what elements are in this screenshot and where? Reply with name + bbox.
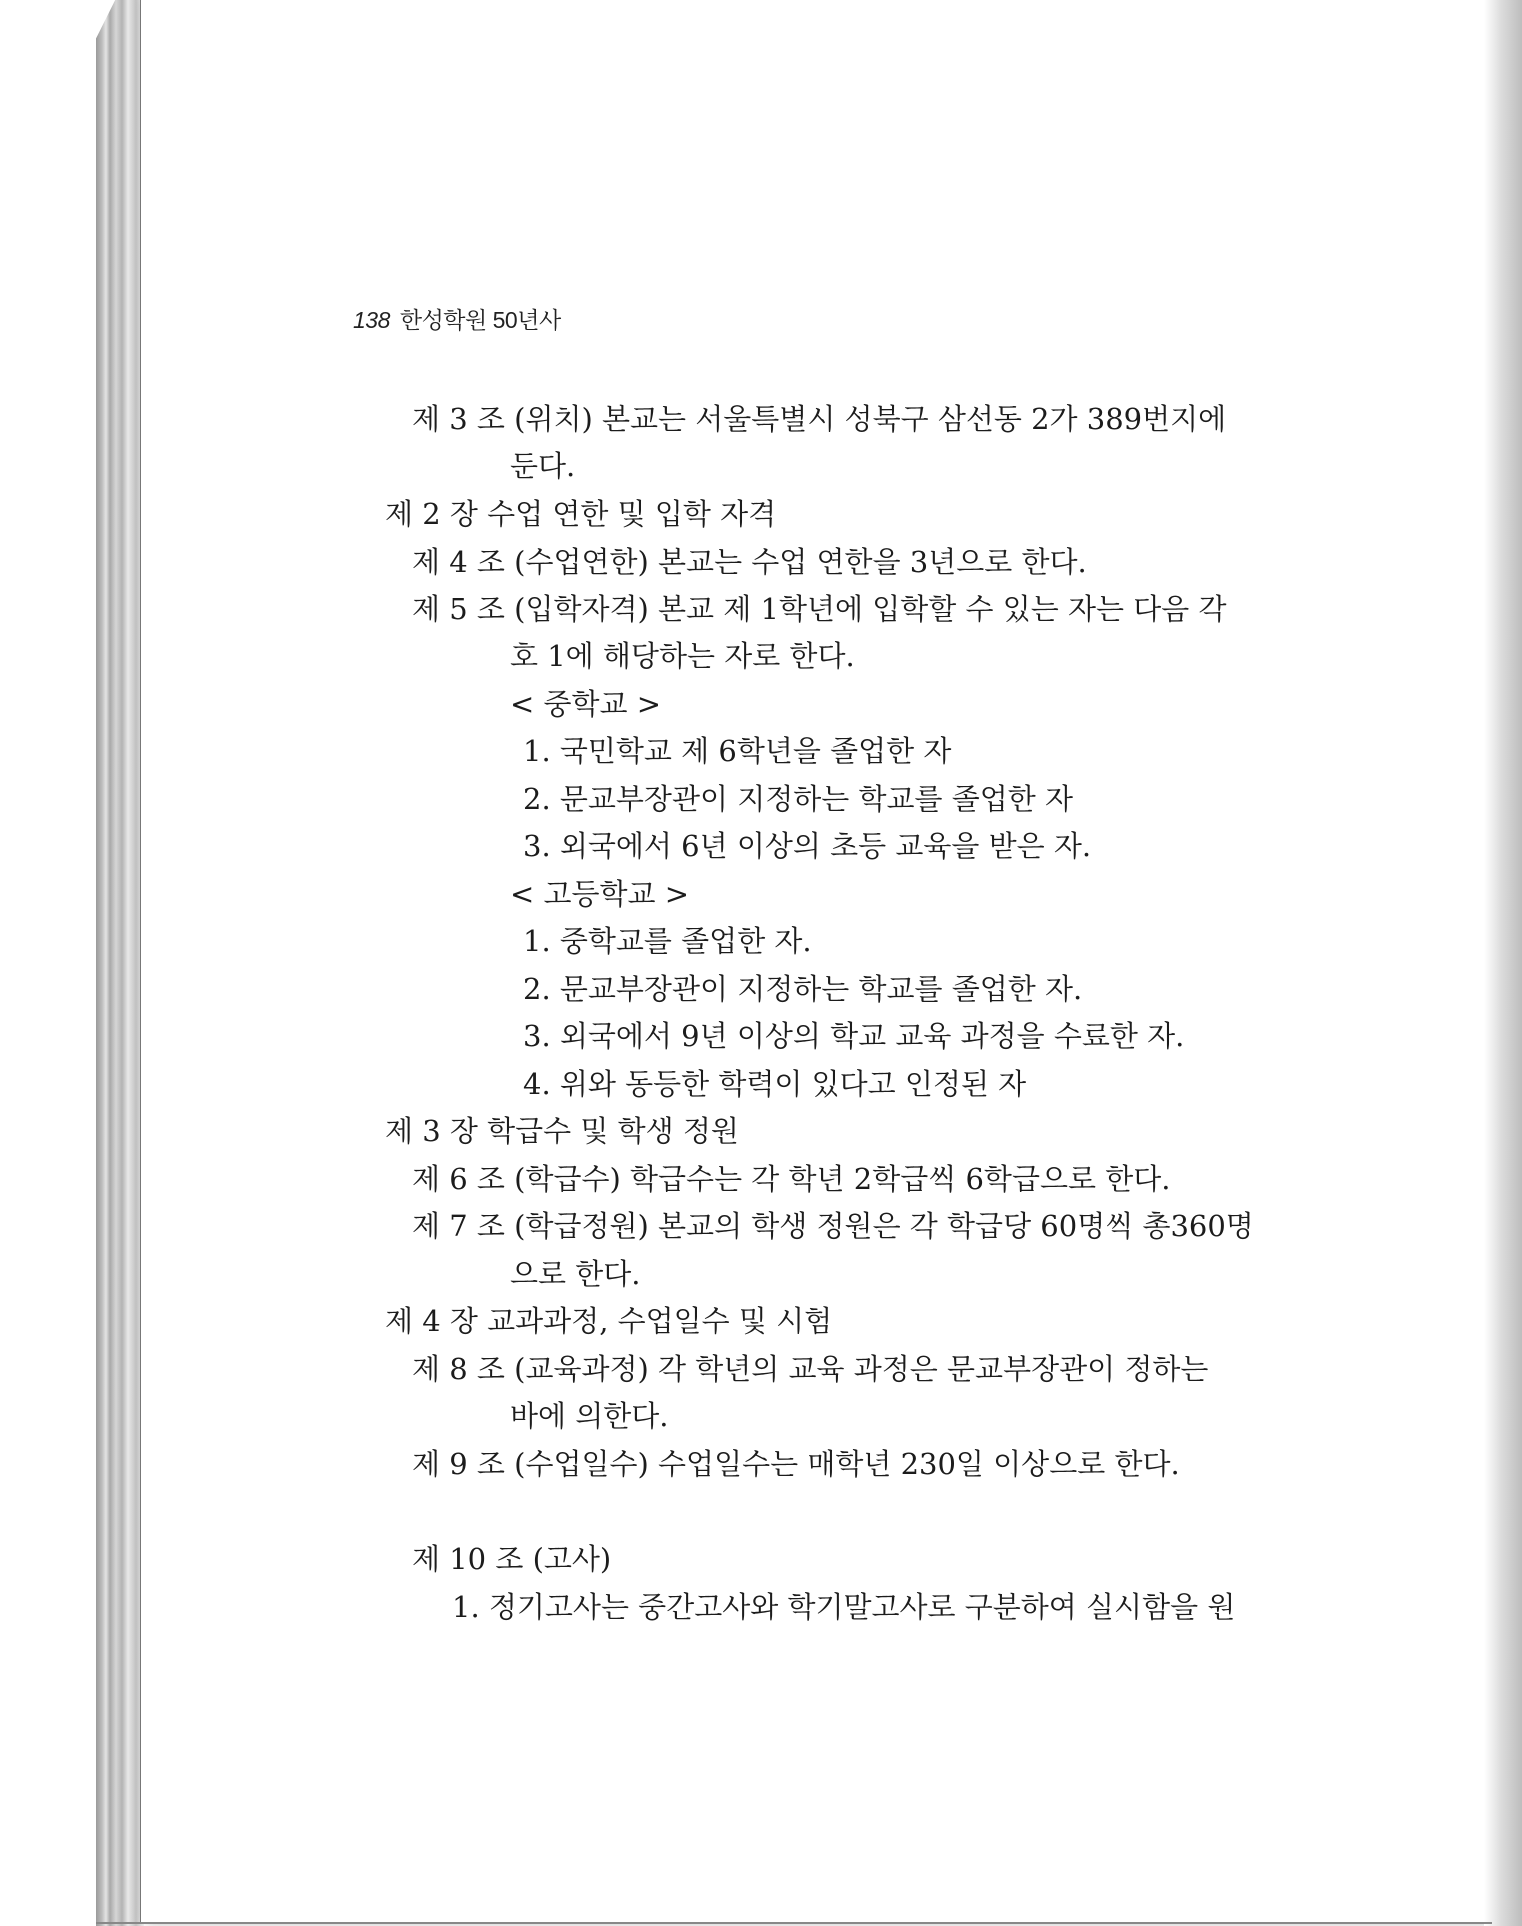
- list-item: 2. 문교부장관이 지정하는 학교를 졸업한 자.: [523, 972, 1083, 1006]
- chapter-heading-3: 제 3 장 학급수 및 학생 정원: [385, 1114, 739, 1148]
- list-item: 1. 중학교를 졸업한 자.: [523, 924, 812, 958]
- text-line-article-7-cont: 으로 한다.: [510, 1257, 641, 1291]
- text-line-article-4: 제 4 조 (수업연한) 본교는 수업 연한을 3년으로 한다.: [412, 545, 1087, 579]
- text-line-article-8: 제 8 조 (교육과정) 각 학년의 교육 과정은 문교부장관이 정하는: [412, 1352, 1209, 1386]
- list-item: 2. 문교부장관이 지정하는 학교를 졸업한 자: [523, 782, 1073, 816]
- list-item: 3. 외국에서 6년 이상의 초등 교육을 받은 자.: [523, 829, 1092, 863]
- page-number: 138: [353, 307, 390, 333]
- page-sheet: [140, 0, 1493, 1922]
- text-line-article-6: 제 6 조 (학급수) 학급수는 각 학년 2학급씩 6학급으로 한다.: [412, 1162, 1171, 1196]
- text-line-article-3-cont: 둔다.: [510, 449, 576, 483]
- text-line-article-3: 제 3 조 (위치) 본교는 서울특별시 성북구 삼선동 2가 389번지에: [412, 402, 1227, 436]
- running-header: [353, 302, 561, 335]
- text-line-article-7: 제 7 조 (학급정원) 본교의 학생 정원은 각 학급당 60명씩 총360명: [412, 1209, 1254, 1243]
- subheading-high-school: < 고등학교 >: [510, 877, 690, 911]
- chapter-heading-4: 제 4 장 교과과정, 수업일수 및 시험: [385, 1304, 833, 1338]
- book-title: 한성학원 50년사: [399, 307, 561, 333]
- page-bottom-edge: [96, 1922, 1492, 1924]
- list-item: 1. 국민학교 제 6학년을 졸업한 자: [523, 734, 952, 768]
- list-item: 3. 외국에서 9년 이상의 학교 교육 과정을 수료한 자.: [523, 1019, 1185, 1053]
- subheading-middle-school: < 중학교 >: [510, 687, 662, 721]
- text-line-article-5: 제 5 조 (입학자격) 본교 제 1학년에 입학할 수 있는 자는 다음 각: [412, 592, 1227, 626]
- text-line-article-10: 제 10 조 (고사): [412, 1542, 612, 1576]
- page-edge-shadow: [1484, 0, 1522, 1926]
- text-line-article-9: 제 9 조 (수업일수) 수업일수는 매학년 230일 이상으로 한다.: [412, 1447, 1180, 1481]
- text-line-article-8-cont: 바에 의한다.: [510, 1399, 669, 1433]
- page-stack-edge: [96, 0, 144, 1926]
- chapter-heading-2: 제 2 장 수업 연한 및 입학 자격: [385, 497, 777, 531]
- list-item: 1. 정기고사는 중간고사와 학기말고사로 구분하여 실시함을 원: [452, 1590, 1236, 1624]
- text-line-article-5-cont: 호 1에 해당하는 자로 한다.: [510, 639, 855, 673]
- list-item: 4. 위와 동등한 학력이 있다고 인정된 자: [523, 1067, 1027, 1101]
